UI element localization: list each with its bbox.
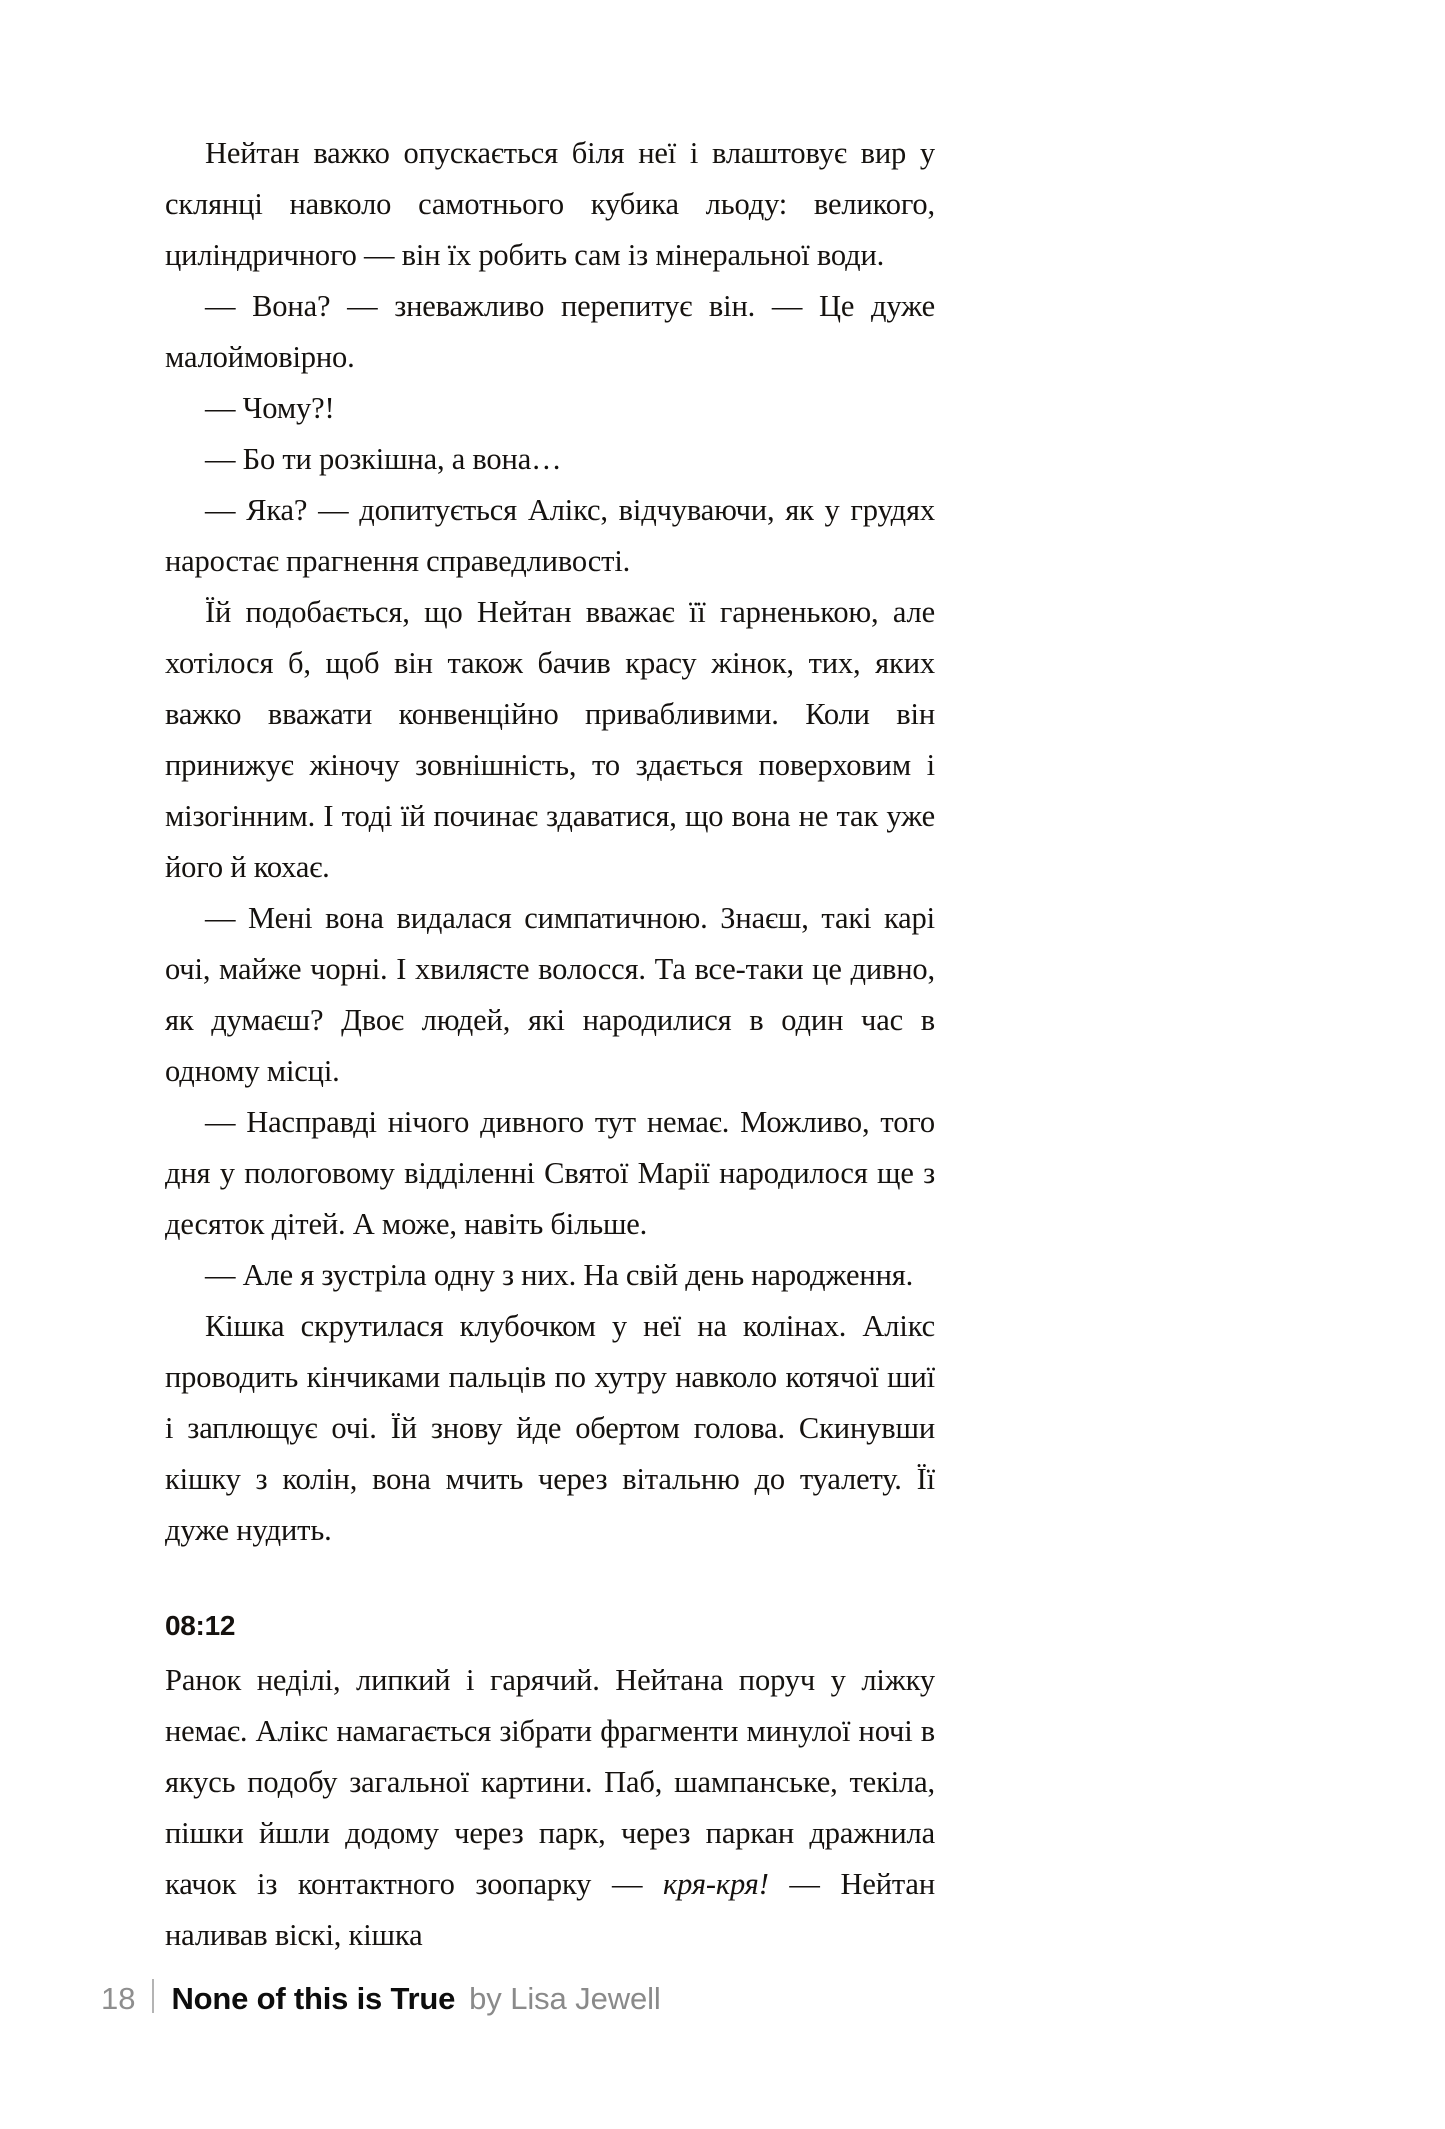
paragraph: — Мені вона видалася симпатичною. Знаєш, такі карі очі, майже чорні. І хвилясте волосся. Та все-таки це дивно, як думаєш? Двоє людей, які народилися в один час в одному місці.	[165, 901, 935, 1088]
paragraph: — Вона? — зневажливо перепитує він. — Це дуже малоймовірно.	[165, 289, 935, 374]
footer-divider	[152, 1979, 154, 2013]
paragraph: Кішка скрутилася клубочком у неї на колінах. Алікс проводить кінчиками пальців по хутру навколо котячої шиї і заплющує очі. Їй знову йде обертом голова. Скинувши кішку з колін, вона мчить через вітальню до туалету. Її дуже нудить.	[165, 1309, 935, 1547]
paragraph: — Але я зустріла одну з них. На свій день народження.	[205, 1258, 914, 1292]
footer-book-title: None of this is True	[171, 1981, 456, 2016]
final-text-before-italic: Ранок неділі, липкий і гарячий. Нейтана поруч у ліжку немає. Алікс намагається зібрати фрагменти минулої ночі в якусь подобу загальної картини. Паб, шампанське, текіла, пішки йшли додому через парк, через паркан дражнила качок із контактного зоопарку —	[165, 1663, 935, 1901]
paragraph: — Чому?!	[205, 391, 335, 425]
footer-byline: by Lisa Jewell	[469, 1981, 661, 2016]
paragraph: — Насправді нічого дивного тут немає. Можливо, того дня у пологовому відділенні Святої Марії народилося ще з десяток дітей. А може, навіть більше.	[165, 1105, 935, 1241]
final-text-italic: кря-кря!	[663, 1867, 769, 1901]
body-text-column	[165, 128, 935, 1961]
final-text-after-italic: — Нейтан наливав віскі, кішка	[165, 1867, 935, 1952]
section-spacer	[165, 1556, 935, 1600]
paragraph-final	[165, 1655, 935, 1961]
paragraph: Нейтан важко опускається біля неї і влаштовує вир у склянці навколо самотнього кубика льоду: великого, циліндричного — він їх робить сам із мінеральної води.	[165, 136, 935, 272]
paragraph: — Бо ти розкішна, а вона…	[205, 442, 562, 476]
footer-page-number: 18	[101, 1981, 136, 2016]
paragraph: — Яка? — допитується Алікс, відчуваючи, як у грудях наростає прагнення справедливості.	[165, 493, 935, 578]
page-footer	[101, 1975, 661, 2017]
time-heading: 08:12	[165, 1610, 236, 1641]
paragraph: Їй подобається, що Нейтан вважає її гарненькою, але хотілося б, щоб він також бачив красу жінок, тих, яких важко вважати конвенційно привабливими. Коли він принижує жіночу зовнішність, то здається поверховим і мізогінним. І тоді їй починає здаватися, що вона не так уже його й кохає.	[165, 595, 935, 884]
